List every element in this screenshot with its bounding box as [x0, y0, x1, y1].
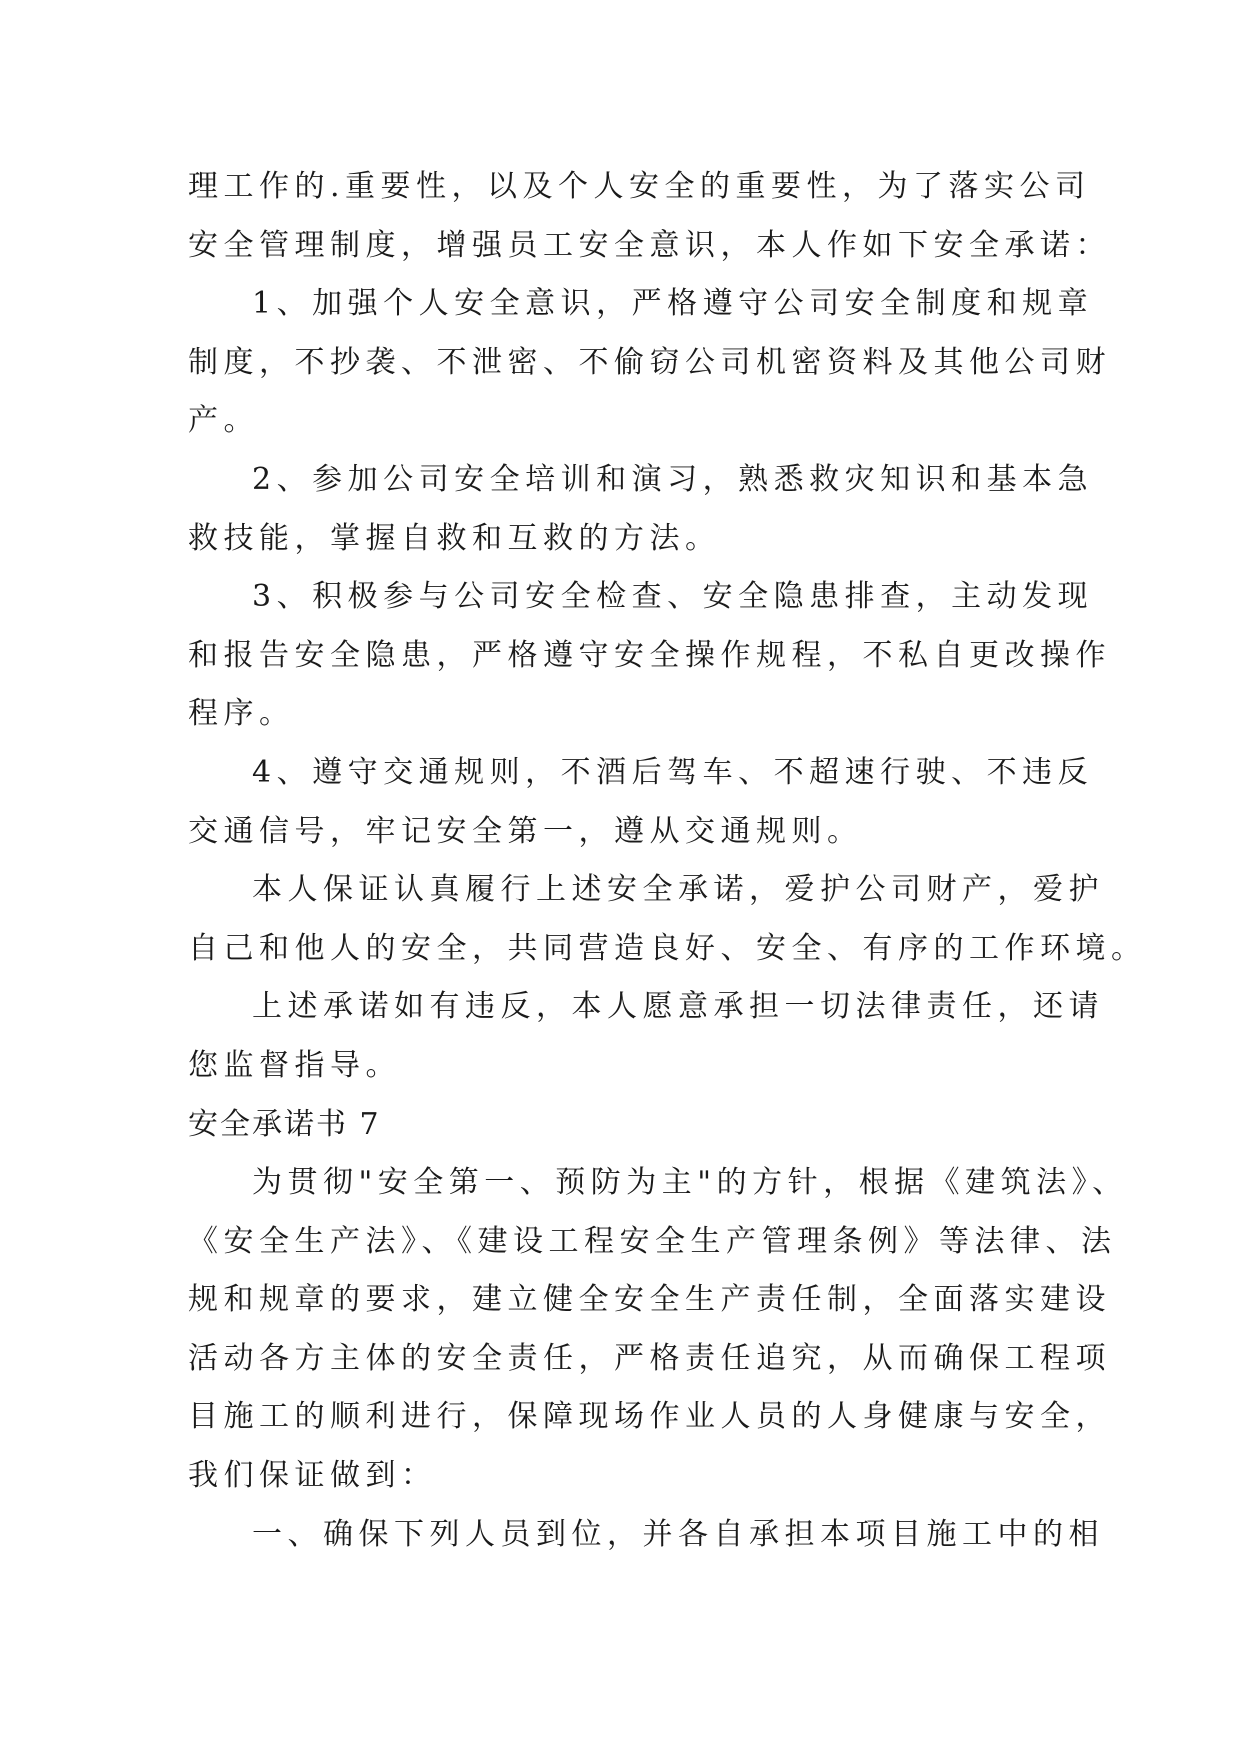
body-line: 和报告安全隐患，严格遵守安全操作规程，不私自更改操作	[188, 637, 1111, 673]
list-item-4: 4、遵守交通规则，不酒后驾车、不超速行驶、不违反	[252, 754, 1094, 790]
list-item-1: 1、加强个人安全意识，严格遵守公司安全制度和规章	[252, 286, 1094, 322]
body-line: 救技能，掌握自救和互救的方法。	[188, 520, 721, 556]
list-item-3: 3、积极参与公司安全检查、安全隐患排查，主动发现	[252, 579, 1094, 615]
body-line: 程序。	[188, 696, 295, 732]
body-line: 目施工的顺利进行，保障现场作业人员的人身健康与安全，	[188, 1399, 1111, 1435]
paragraph-start: 本人保证认真履行上述安全承诺，爱护公司财产，爱护	[252, 872, 1104, 908]
body-line: 我们保证做到：	[188, 1458, 437, 1494]
document-body	[188, 158, 1147, 1564]
body-line: 《安全生产法》、《建设工程安全生产管理条例》等法律、法	[188, 1223, 1117, 1259]
body-line: 自己和他人的安全，共同营造良好、安全、有序的工作环境。	[188, 930, 1147, 966]
section-heading: 安全承诺书 7	[188, 1106, 381, 1142]
paragraph-start: 为贯彻"安全第一、预防为主"的方针，根据《建筑法》、	[252, 1165, 1128, 1201]
list-item-2: 2、参加公司安全培训和演习，熟悉救灾知识和基本急	[252, 461, 1094, 497]
list-item-one: 一、确保下列人员到位，并各自承担本项目施工中的相	[252, 1516, 1104, 1552]
body-line: 制度，不抄袭、不泄密、不偷窃公司机密资料及其他公司财	[188, 344, 1111, 380]
body-line: 活动各方主体的安全责任，严格责任追究，从而确保工程项	[188, 1340, 1111, 1376]
paragraph-start: 上述承诺如有违反，本人愿意承担一切法律责任，还请	[252, 989, 1104, 1025]
body-line: 交通信号，牢记安全第一，遵从交通规则。	[188, 813, 863, 849]
body-line: 您监督指导。	[188, 1047, 401, 1083]
body-line: 产。	[188, 403, 259, 439]
body-line: 理工作的.重要性，以及个人安全的重要性，为了落实公司	[188, 169, 1091, 204]
body-line: 安全管理制度，增强员工安全意识，本人作如下安全承诺：	[188, 227, 1111, 263]
body-line: 规和规章的要求，建立健全安全生产责任制，全面落实建设	[188, 1282, 1111, 1318]
